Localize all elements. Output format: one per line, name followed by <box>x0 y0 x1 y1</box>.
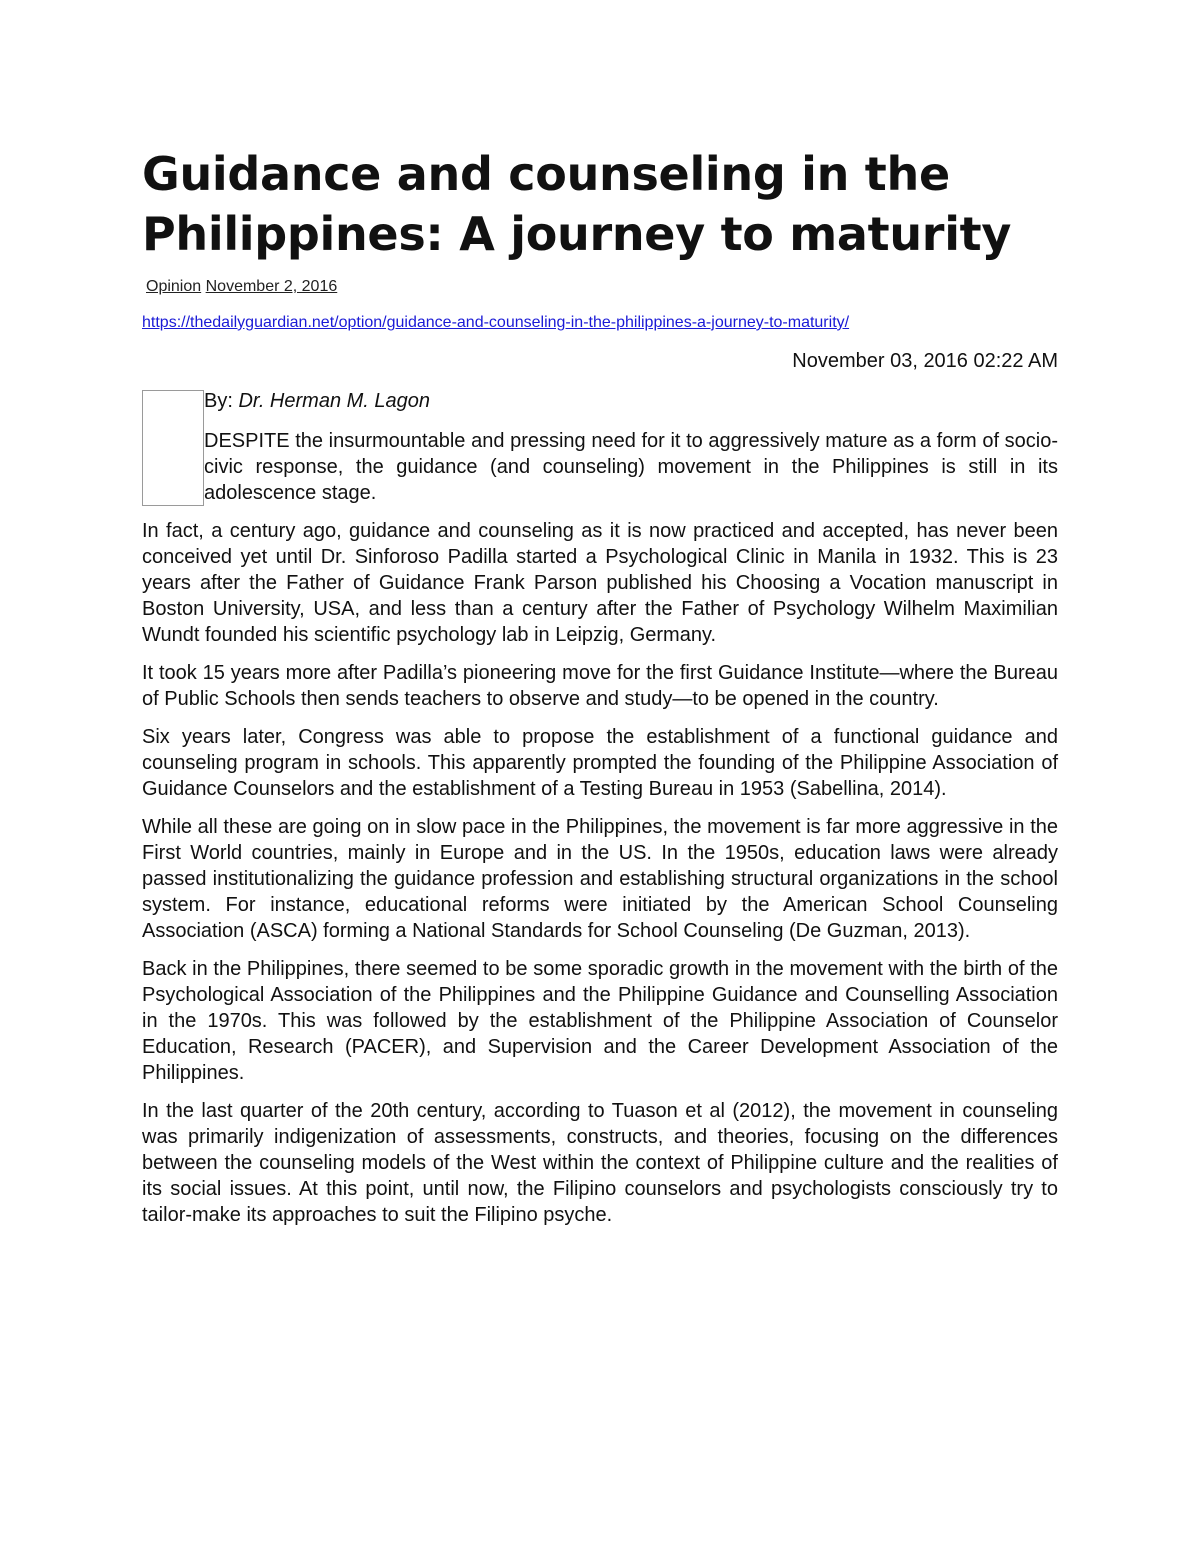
author-name: Dr. Herman M. Lagon <box>238 390 431 412</box>
article-title: Guidance and counseling in the Philippines: A journey to maturity <box>142 147 1012 261</box>
paragraph-2: In fact, a century ago, guidance and counseling as it is now practiced and accepted, has never been conceived yet until Dr. Sinforoso Padilla started a Psychological Clinic in Manila in 1932. This is 23 years after the Father of Guidance Frank Parson published his Choosing a Vocation manuscript in Boston University, USA, and less than a century after the Father of Psychology Wilhelm Maximilian Wundt founded his scientific psychology lab in Leipzig, Germany. <box>142 520 1058 646</box>
paragraph-1: DESPITE the insurmountable and pressing need for it to aggressively mature as a form of socio-civic response, the guidance (and counseling) movement in the Philippines is still in its adolescence stage. <box>204 430 1058 504</box>
byline-prefix: By: <box>204 390 239 412</box>
article-timestamp: November 03, 2016 02:22 AM <box>792 350 1058 372</box>
lead-text <box>204 388 1058 518</box>
source-url-link[interactable]: https://thedailyguardian.net/option/guidance-and-counseling-in-the-philippines-a-journey-to-maturity/ <box>142 314 850 331</box>
paragraph-3: It took 15 years more after Padilla’s pioneering move for the first Guidance Institute—where the Bureau of Public Schools then sends teachers to observe and study—to be opened in the country. <box>142 662 1058 710</box>
date-link[interactable]: November 2, 2016 <box>205 278 338 295</box>
paragraph-5: While all these are going on in slow pace in the Philippines, the movement is far more aggressive in the First World countries, mainly in Europe and in the US. In the 1950s, education laws were already passed institutionalizing the guidance profession and establishing structural organizations in the school system. For instance, educational reforms were initiated by the American School Counseling Association (ASCA) forming a National Standards for School Counseling (De Guzman, 2013). <box>142 816 1058 942</box>
lead-section <box>142 388 1058 518</box>
paragraph-4: Six years later, Congress was able to propose the establishment of a functional guidance and counseling program in schools. This apparently prompted the founding of the Philippine Association of Guidance Counselors and the establishment of a Testing Bureau in 1953 (Sabellina, 2014). <box>142 726 1058 800</box>
paragraph-6: Back in the Philippines, there seemed to be some sporadic growth in the movement with the birth of the Psychological Association of the Philippines and the Philippine Guidance and Counselling Association in the 1970s. This was followed by the establishment of the Philippine Association of Counselor Education, Research (PACER), and Supervision and the Career Development Association of the Philippines. <box>142 958 1058 1084</box>
image-placeholder <box>142 390 204 506</box>
article-page <box>142 144 1058 1240</box>
category-link[interactable]: Opinion <box>146 278 202 295</box>
paragraph-7: In the last quarter of the 20th century, according to Tuason et al (2012), the movement in counseling was primarily indigenization of assessments, constructs, and theories, focusing on the differences between the counseling models of the West within the context of Philippine culture and the realities of its social issues. At this point, until now, the Filipino counselors and psychologists consciously try to tailor-make its approaches to suit the Filipino psyche. <box>142 1100 1058 1226</box>
article-meta <box>146 276 1058 298</box>
byline <box>204 388 1058 414</box>
